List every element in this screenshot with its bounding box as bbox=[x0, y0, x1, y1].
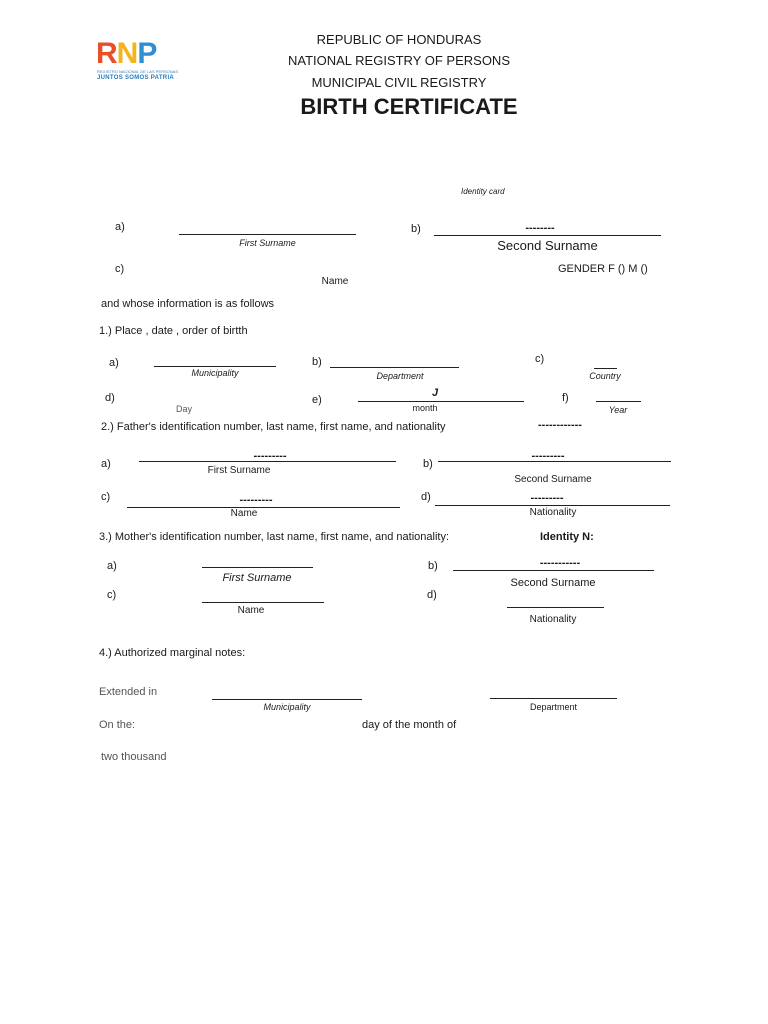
extended-in-label: Extended in bbox=[99, 686, 158, 698]
s2-a-value: --------- bbox=[253, 450, 287, 462]
s1-f-label: f) bbox=[562, 392, 569, 404]
section2-heading: 2.) Father's identification number, last name, first name, and nationality bbox=[101, 421, 446, 433]
s2-second-surname-caption: Second Surname bbox=[514, 474, 592, 485]
logo-letter-p: P bbox=[137, 37, 157, 70]
s2-second-surname-line bbox=[438, 461, 671, 462]
s1-municipality-caption: Municipality bbox=[191, 368, 239, 378]
s2-c-label: c) bbox=[101, 491, 111, 503]
s1-country-line bbox=[594, 368, 617, 369]
s1-month-caption: month bbox=[412, 403, 438, 413]
s4-municipality-line bbox=[212, 699, 362, 700]
logo-motto: JUNTOS SOMOS PATRIA bbox=[97, 75, 175, 81]
identity-a-label: a) bbox=[115, 221, 125, 233]
s1-department-caption: Department bbox=[376, 371, 424, 381]
s3-second-surname-caption: Second Surname bbox=[510, 577, 596, 589]
s3-second-surname-line bbox=[453, 570, 654, 571]
s3-nationality-line bbox=[507, 607, 604, 608]
rnp-logo bbox=[96, 38, 192, 86]
name-caption: Name bbox=[321, 276, 349, 287]
s2-d-value: --------- bbox=[530, 492, 564, 504]
identity-c-label: c) bbox=[115, 263, 125, 275]
s2-c-value: --------- bbox=[239, 494, 273, 506]
section1-heading: 1.) Place , date , order of birtth bbox=[99, 325, 248, 337]
section4-heading: 4.) Authorized marginal notes: bbox=[99, 647, 246, 659]
s1-day-caption: Day bbox=[175, 404, 192, 414]
s1-month-line bbox=[358, 401, 524, 402]
s2-b-label: b) bbox=[423, 458, 433, 470]
page-title: BIRTH CERTIFICATE bbox=[300, 94, 518, 119]
s1-year-line bbox=[596, 401, 641, 402]
first-surname-line bbox=[179, 234, 356, 235]
s3-nationality-caption: Nationality bbox=[529, 614, 577, 625]
s1-c-label: c) bbox=[535, 353, 545, 365]
s2-nationality-line bbox=[435, 505, 670, 506]
s2-first-surname-caption: First Surname bbox=[207, 465, 271, 476]
two-thousand-label: two thousand bbox=[101, 751, 167, 763]
header-line-2: NATIONAL REGISTRY OF PERSONS bbox=[287, 53, 510, 68]
s1-month-value: J bbox=[431, 387, 439, 399]
s1-department-line bbox=[330, 367, 459, 368]
s4-department-caption: Department bbox=[529, 702, 578, 712]
section3-heading: 3.) Mother's identification number, last name, first name, and nationality: bbox=[99, 531, 449, 543]
s1-country-caption: Country bbox=[589, 371, 621, 381]
s3-c-label: c) bbox=[107, 589, 117, 601]
s3-b-label: b) bbox=[428, 560, 438, 572]
s3-first-surname-line bbox=[202, 567, 313, 568]
s4-municipality-caption: Municipality bbox=[263, 702, 311, 712]
second-surname-caption: Second Surname bbox=[497, 238, 598, 253]
identity-card-label: Identity card bbox=[461, 187, 505, 196]
s2-b-value: --------- bbox=[531, 450, 565, 462]
s1-a-label: a) bbox=[109, 357, 119, 369]
logo-letter-n: N bbox=[116, 37, 138, 70]
s2-nationality-caption: Nationality bbox=[529, 507, 577, 518]
s2-name-caption: Name bbox=[230, 508, 258, 519]
second-surname-line bbox=[434, 235, 661, 236]
s3-d-label: d) bbox=[427, 589, 437, 601]
logo-letters bbox=[96, 38, 156, 70]
s3-first-surname-caption: First Surname bbox=[222, 572, 292, 584]
s2-d-label: d) bbox=[421, 491, 431, 503]
section3-identity-label: Identity N: bbox=[540, 531, 594, 543]
s1-e-label: e) bbox=[312, 394, 322, 406]
logo-letter-r: R bbox=[96, 37, 117, 70]
header-line-3: MUNICIPAL CIVIL REGISTRY bbox=[311, 75, 487, 90]
s1-year-caption: Year bbox=[608, 405, 628, 415]
gender-field: GENDER F () M () bbox=[558, 263, 648, 275]
identity-b-label: b) bbox=[411, 223, 421, 235]
second-surname-value: -------- bbox=[525, 222, 555, 234]
first-surname-caption: First Surname bbox=[239, 238, 296, 248]
s1-municipality-line bbox=[154, 366, 276, 367]
s3-b-value: ----------- bbox=[539, 557, 581, 569]
s1-b-label: b) bbox=[312, 356, 322, 368]
s2-a-label: a) bbox=[101, 458, 111, 470]
s3-name-caption: Name bbox=[237, 605, 265, 616]
day-of-month-label: day of the month of bbox=[362, 719, 457, 731]
s3-name-line bbox=[202, 602, 324, 603]
section2-heading-value: ------------ bbox=[538, 419, 582, 431]
on-the-label: On the: bbox=[99, 719, 136, 731]
s3-a-label: a) bbox=[107, 560, 117, 572]
s4-department-line bbox=[490, 698, 617, 699]
s2-first-surname-line bbox=[139, 461, 396, 462]
logo-tagline: REGISTRO NACIONAL DE LAS PERSONAS bbox=[97, 69, 178, 74]
header-line-1: REPUBLIC OF HONDURAS bbox=[316, 32, 482, 47]
intro-text: and whose information is as follows bbox=[101, 298, 275, 310]
s1-d-label: d) bbox=[105, 392, 115, 404]
